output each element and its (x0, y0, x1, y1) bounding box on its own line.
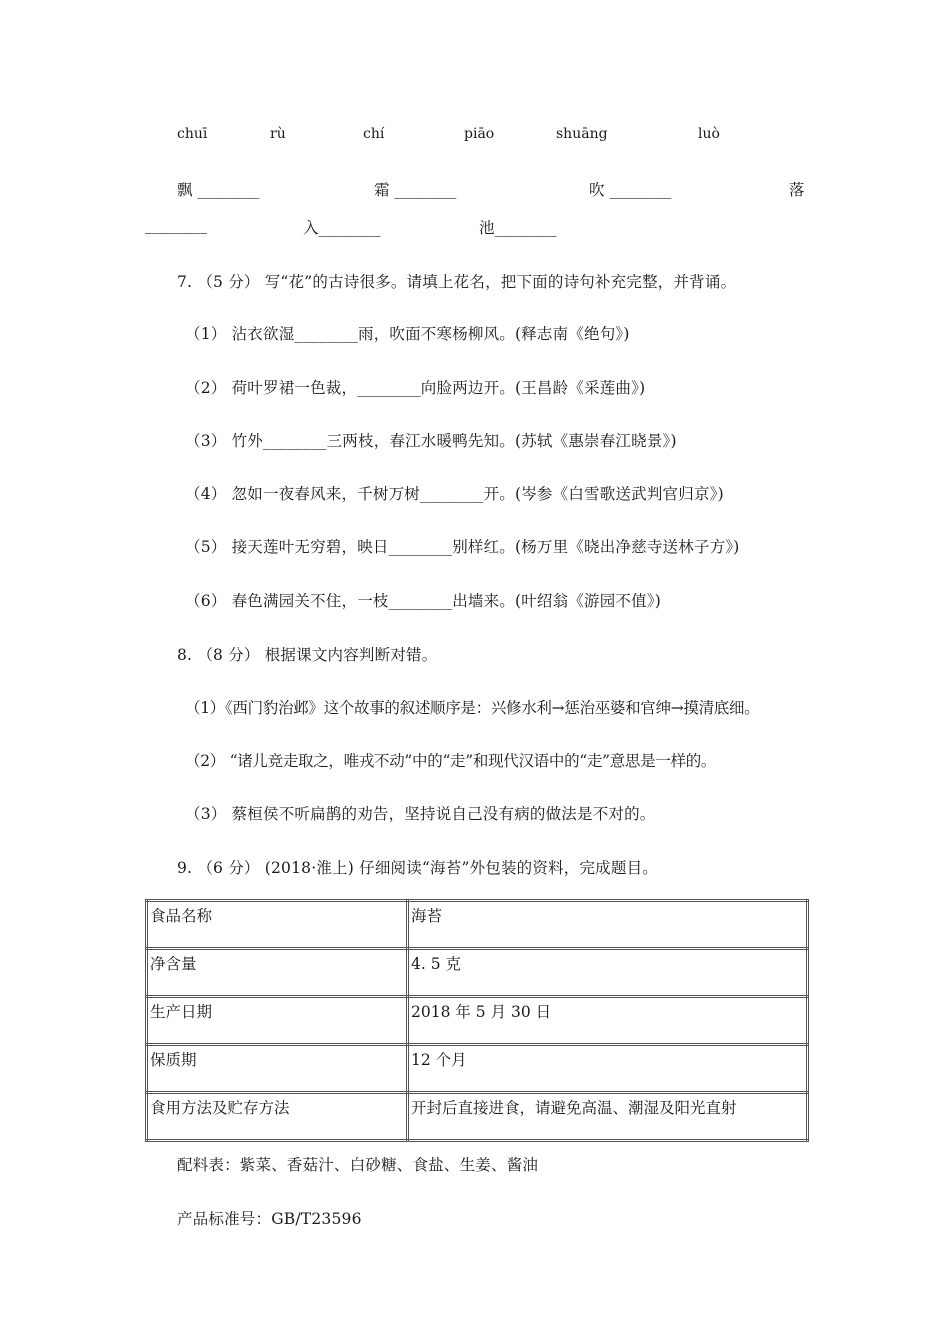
blank-ru: 入________ (303, 219, 381, 237)
q7-item-6: （6） 春色满园关不住，一枝________出墙来。(叶绍翁《游园不值》) (185, 592, 662, 610)
q7-item-3: （3） 竹外________三两枝，春江水暖鸭先知。(苏轼《惠崇春江晓景》) (185, 432, 677, 450)
pinyin-ru: rù (270, 126, 286, 142)
q7-item-5: （5） 接天莲叶无穷碧，映日________别样红。(杨万里《晓出净慈寺送林子方》) (185, 538, 740, 556)
table-key: 生产日期 (147, 997, 408, 1045)
q9-ingredients: 配料表：紫菜、香菇汁、白砂糖、食盐、生姜、酱油 (177, 1156, 539, 1174)
pinyin-piao: piāo (464, 126, 495, 142)
table-key: 保质期 (147, 1045, 408, 1093)
nori-info-table (145, 899, 809, 1142)
q8-item-2: （2） “诸儿竞走取之，唯戎不动”中的“走”和现代汉语中的“走”意思是一样的。 (185, 752, 717, 770)
table-value: 4. 5 克 (408, 949, 808, 997)
table-key: 食用方法及贮存方法 (147, 1093, 408, 1141)
table-key: 食品名称 (147, 901, 408, 949)
blank-chi: 池________ (479, 219, 557, 237)
q7-item-1: （1） 沾衣欲湿________雨，吹面不寒杨柳风。(释志南《绝句》) (185, 325, 630, 343)
blank-piao: 飘 ________ (177, 181, 260, 199)
table-key: 净含量 (147, 949, 408, 997)
table-row (147, 901, 808, 949)
q8-item-3: （3） 蔡桓侯不听扁鹊的劝告，坚持说自己没有病的做法是不对的。 (185, 805, 656, 823)
blank-chui: 吹 ________ (589, 181, 672, 199)
q9-title: 9. （6 分） (2018·淮上) 仔细阅读“海苔”外包装的资料，完成题目。 (177, 859, 658, 877)
table-row (147, 997, 808, 1045)
q7-item-4: （4） 忽如一夜春风来，千树万树________开。(岑参《白雪歌送武判官归京》) (185, 485, 724, 503)
pinyin-chi: chí (363, 126, 385, 142)
table-value: 2018 年 5 月 30 日 (408, 997, 808, 1045)
table-row (147, 1045, 808, 1093)
table-row (147, 1093, 808, 1141)
pinyin-shuang: shuāng (556, 126, 608, 142)
pinyin-luo: luò (698, 126, 720, 142)
table-value: 海苔 (408, 901, 808, 949)
char-luo: 落 (789, 181, 805, 199)
blank-shuang: 霜 ________ (374, 181, 457, 199)
blank-luo: ________ (145, 216, 207, 234)
table-value: 开封后直接进食，请避免高温、潮湿及阳光直射 (408, 1093, 808, 1141)
q8-title: 8. （8 分） 根据课文内容判断对错。 (177, 646, 438, 664)
q8-item-1: （1）《西门豹治邺》这个故事的叙述顺序是：兴修水利→惩治巫婆和官绅→摸清底细。 (185, 699, 760, 717)
q9-standard: 产品标准号：GB/T23596 (177, 1210, 362, 1228)
table-row (147, 949, 808, 997)
q7-item-2: （2） 荷叶罗裙一色裁，________向脸两边开。(王昌龄《采莲曲》) (185, 379, 646, 397)
table-value: 12 个月 (408, 1045, 808, 1093)
q7-title: 7. （5 分） 写“花”的古诗很多。请填上花名，把下面的诗句补充完整，并背诵。 (177, 273, 737, 291)
pinyin-chui: chuī (177, 126, 208, 142)
